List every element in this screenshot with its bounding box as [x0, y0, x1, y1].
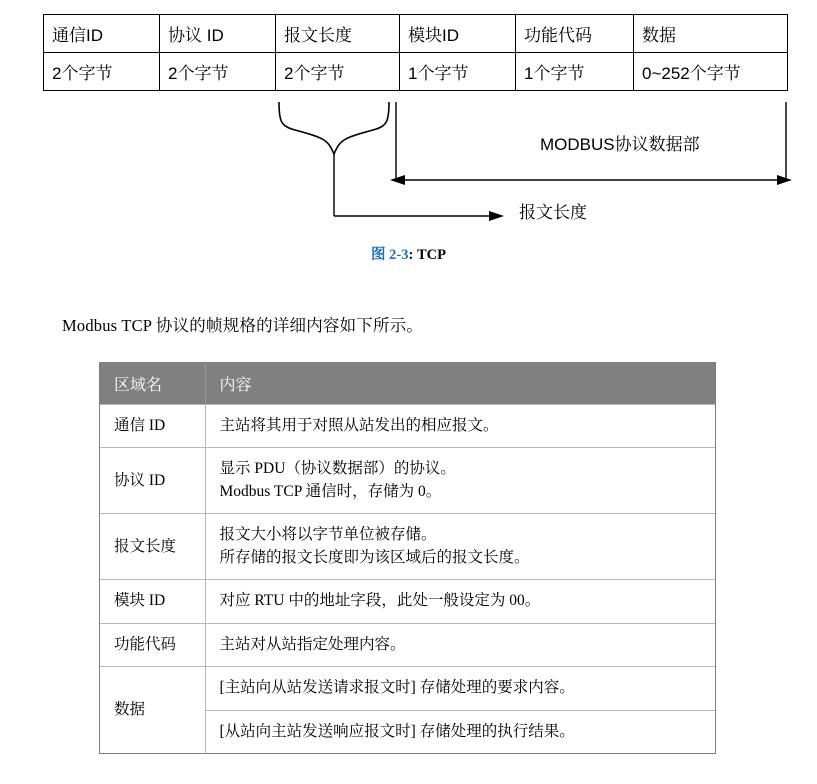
- message-length-label: 报文长度: [519, 203, 587, 222]
- spec-name-message-length: 报文长度: [100, 514, 205, 580]
- spec-table-wrapper: [99, 362, 716, 754]
- spec-name-module-id: 模块 ID: [100, 580, 205, 623]
- spec-name-data: 数据: [100, 667, 205, 753]
- msglen-arrowhead: [489, 211, 504, 221]
- spec-content-module-id: [205, 580, 715, 623]
- spec-content-message-length: [205, 514, 715, 580]
- frame-size-module-id: 1个字节: [400, 53, 516, 91]
- spec-line: [从站向主站发送响应报文时] 存储处理的执行结果。: [219, 722, 575, 740]
- spec-line: [主站向从站发送请求报文时] 存储处理的要求内容。: [219, 679, 575, 697]
- spec-line: 报文大小将以字节单位被存储。: [219, 526, 437, 544]
- annotation-svg: [0, 100, 817, 245]
- frame-cell-function-code: 功能代码: [516, 15, 634, 53]
- spec-content-protocol-id: [205, 448, 715, 514]
- spec-line: 主站对从站指定处理内容。: [219, 635, 406, 653]
- table-row: [100, 623, 715, 666]
- spec-line: 主站将其用于对照从站发出的相应报文。: [219, 417, 499, 434]
- frame-size-function-code: 1个字节: [516, 53, 634, 91]
- spec-header-area-name: 区域名: [100, 363, 205, 405]
- modbus-arrowhead-right: [777, 175, 792, 185]
- spec-content-function-code: [205, 623, 715, 666]
- table-row: [100, 667, 715, 710]
- frame-cell-message-length: 报文长度: [276, 15, 400, 53]
- frame-annotation-diagram: [0, 100, 817, 245]
- spec-name-protocol-id: 协议 ID: [100, 448, 205, 514]
- modbus-arrowhead-left: [390, 175, 405, 185]
- spec-line: Modbus TCP 通信时，存储为 0。: [219, 482, 442, 500]
- intro-paragraph: Modbus TCP 协议的帧规格的详细内容如下所示。: [62, 316, 424, 335]
- table-row: [100, 405, 715, 448]
- frame-size-row: [44, 53, 788, 91]
- table-row: [100, 514, 715, 580]
- frame-size-data: 0~252个字节: [634, 53, 788, 91]
- table-row: [100, 448, 715, 514]
- spec-table: [100, 363, 715, 753]
- frame-cell-comm-id: 通信ID: [44, 15, 160, 53]
- frame-cell-protocol-id: 协议 ID: [160, 15, 276, 53]
- frame-cell-module-id: 模块ID: [400, 15, 516, 53]
- figure-title: : TCP: [408, 247, 446, 263]
- spec-content-data-request: [205, 667, 715, 710]
- frame-size-message-length: 2个字节: [276, 53, 400, 91]
- frame-header-row: [44, 15, 788, 53]
- spec-header-row: [100, 363, 715, 405]
- frame-size-comm-id: 2个字节: [44, 53, 160, 91]
- frame-size-protocol-id: 2个字节: [160, 53, 276, 91]
- spec-line: 所存储的报文长度即为该区域后的报文长度。: [219, 548, 530, 566]
- figure-number: 图 2-3: [371, 247, 409, 263]
- spec-header-content: 内容: [205, 363, 715, 405]
- spec-line: 对应 RTU 中的地址字段，此处一般设定为 00。: [219, 592, 541, 610]
- table-row: [100, 580, 715, 623]
- spec-content-data-response: [205, 710, 715, 753]
- figure-caption: [0, 243, 817, 264]
- frame-table: [43, 14, 788, 91]
- brace-message-length: [279, 102, 389, 154]
- spec-line: 显示 PDU（协议数据部）的协议。: [219, 460, 456, 478]
- frame-cell-data: 数据: [634, 15, 788, 53]
- frame-format-table: [43, 14, 787, 91]
- spec-name-comm-id: 通信 ID: [100, 405, 205, 448]
- spec-content-comm-id: [205, 405, 715, 448]
- modbus-data-part-label: MODBUS协议数据部: [540, 135, 700, 154]
- spec-name-function-code: 功能代码: [100, 623, 205, 666]
